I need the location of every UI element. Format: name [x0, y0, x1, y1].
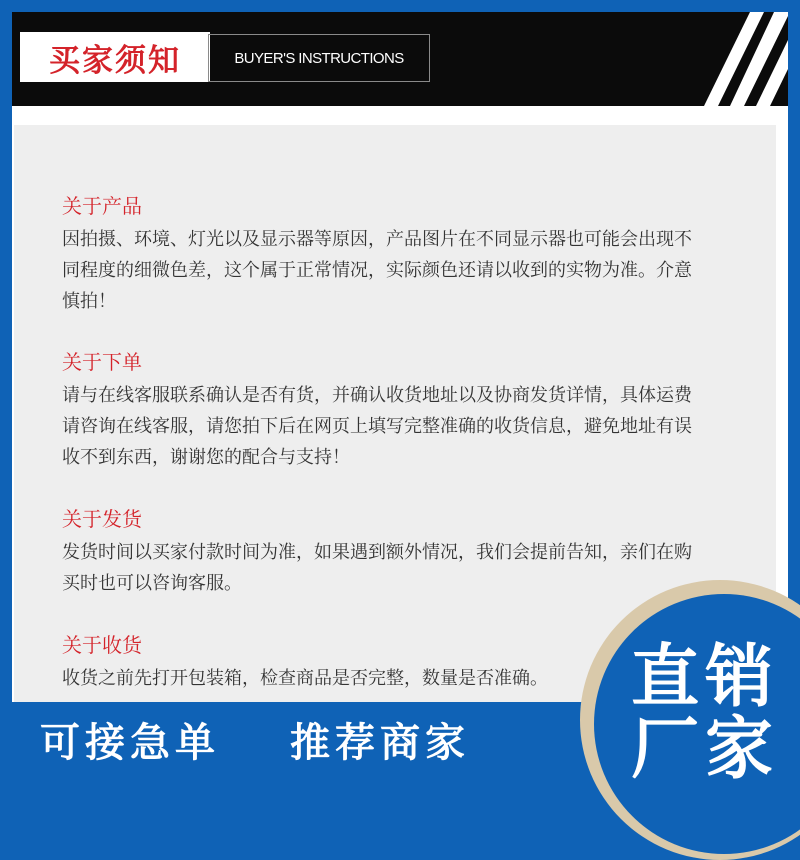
subtitle-box	[208, 34, 430, 82]
section-product	[62, 192, 702, 317]
section-title: 关于收货	[62, 633, 142, 657]
title-badge	[20, 32, 210, 82]
section-body: 发货时间以买家付款时间为准，如果遇到额外情况，我们会提前告知，亲们在购买时也可以咨询客服。	[62, 542, 692, 594]
section-title: 关于发货	[62, 507, 142, 531]
section-body: 因拍摄、环境、灯光以及显示器等原因，产品图片在不同显示器也可能会出现不同程度的细微色差，这个属于正常情况，实际颜色还请以收到的实物为准。介意慎拍！	[62, 229, 692, 312]
section-title: 关于产品	[62, 194, 142, 218]
page-subtitle: BUYER'S INSTRUCTIONS	[234, 49, 404, 67]
section-body: 收货之前先打开包装箱，检查商品是否完整，数量是否准确。	[62, 668, 548, 689]
tag-urgent-orders: 可接急单	[40, 720, 220, 766]
section-body: 请与在线客服联系确认是否有货，并确认收货地址以及协商发货详情，具体运费请咨询在线客服，请您拍下后在网页上填写完整准确的收货信息，避免地址有误收不到东西，谢谢您的配合与支持！	[62, 385, 692, 468]
section-order	[62, 348, 702, 473]
tag-recommended-merchant: 推荐商家	[290, 720, 470, 766]
section-shipping	[62, 505, 702, 599]
badge-text-line2: 厂家	[630, 710, 779, 789]
page-title: 买家须知	[49, 42, 181, 79]
header-bar	[12, 12, 788, 106]
badge-text-line1: 直销	[630, 638, 779, 717]
section-title: 关于下单	[62, 350, 142, 374]
diagonal-stripes-decoration	[648, 12, 788, 106]
